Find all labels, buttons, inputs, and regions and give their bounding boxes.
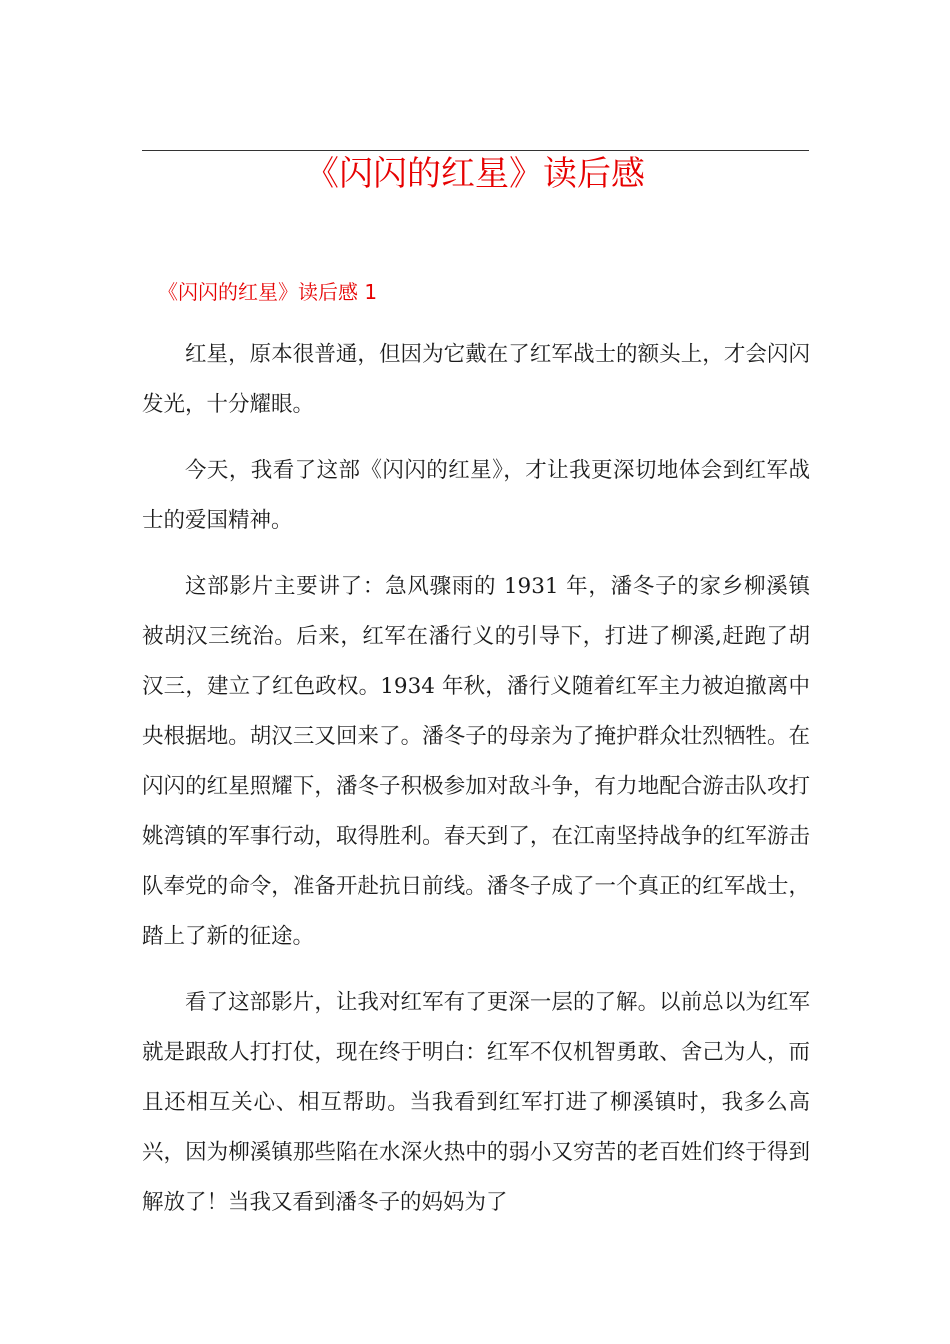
- paragraph-2: 今天，我看了这部《闪闪的红星》，才让我更深切地体会到红军战士的爱国精神。: [142, 458, 810, 533]
- paragraph-3: 这部影片主要讲了：急风骤雨的 1931 年，潘冬子的家乡柳溪镇被胡汉三统治。后来，红军在潘行义的引导下，打进了柳溪,赶跑了胡汉三，建立了红色政权。1934 年秋，潘行义随着红军主力被迫撤离中央根据地。胡汉三又回来了。潘冬子的母亲为了掩护群众壮烈牺牲。在闪闪的红星照耀下，潘冬子积极参加对敌斗争，有力地配合游击队攻打姚湾镇的军事行动，取得胜利。春天到了，在江南坚持战争的红军游击队奉党的命令，准备开赴抗日前线。潘冬子成了一个真正的红军战士，踏上了新的征途。: [142, 574, 810, 949]
- section-heading: 《闪闪的红星》读后感 1: [158, 280, 378, 304]
- page-title: 《闪闪的红星》读后感: [305, 154, 645, 194]
- paragraph-1: 红星，原本很普通，但因为它戴在了红军战士的额头上，才会闪闪发光，十分耀眼。: [142, 342, 810, 417]
- header-rule: [142, 150, 809, 151]
- document-body: [142, 330, 810, 1244]
- paragraph-4: 看了这部影片，让我对红军有了更深一层的了解。以前总以为红军就是跟敌人打打仗，现在终于明白：红军不仅机智勇敢、舍己为人，而且还相互关心、相互帮助。当我看到红军打进了柳溪镇时，我多么高兴，因为柳溪镇那些陷在水深火热中的弱小又穷苦的老百姓们终于得到解放了！当我又看到潘冬子的妈妈为了: [142, 990, 810, 1215]
